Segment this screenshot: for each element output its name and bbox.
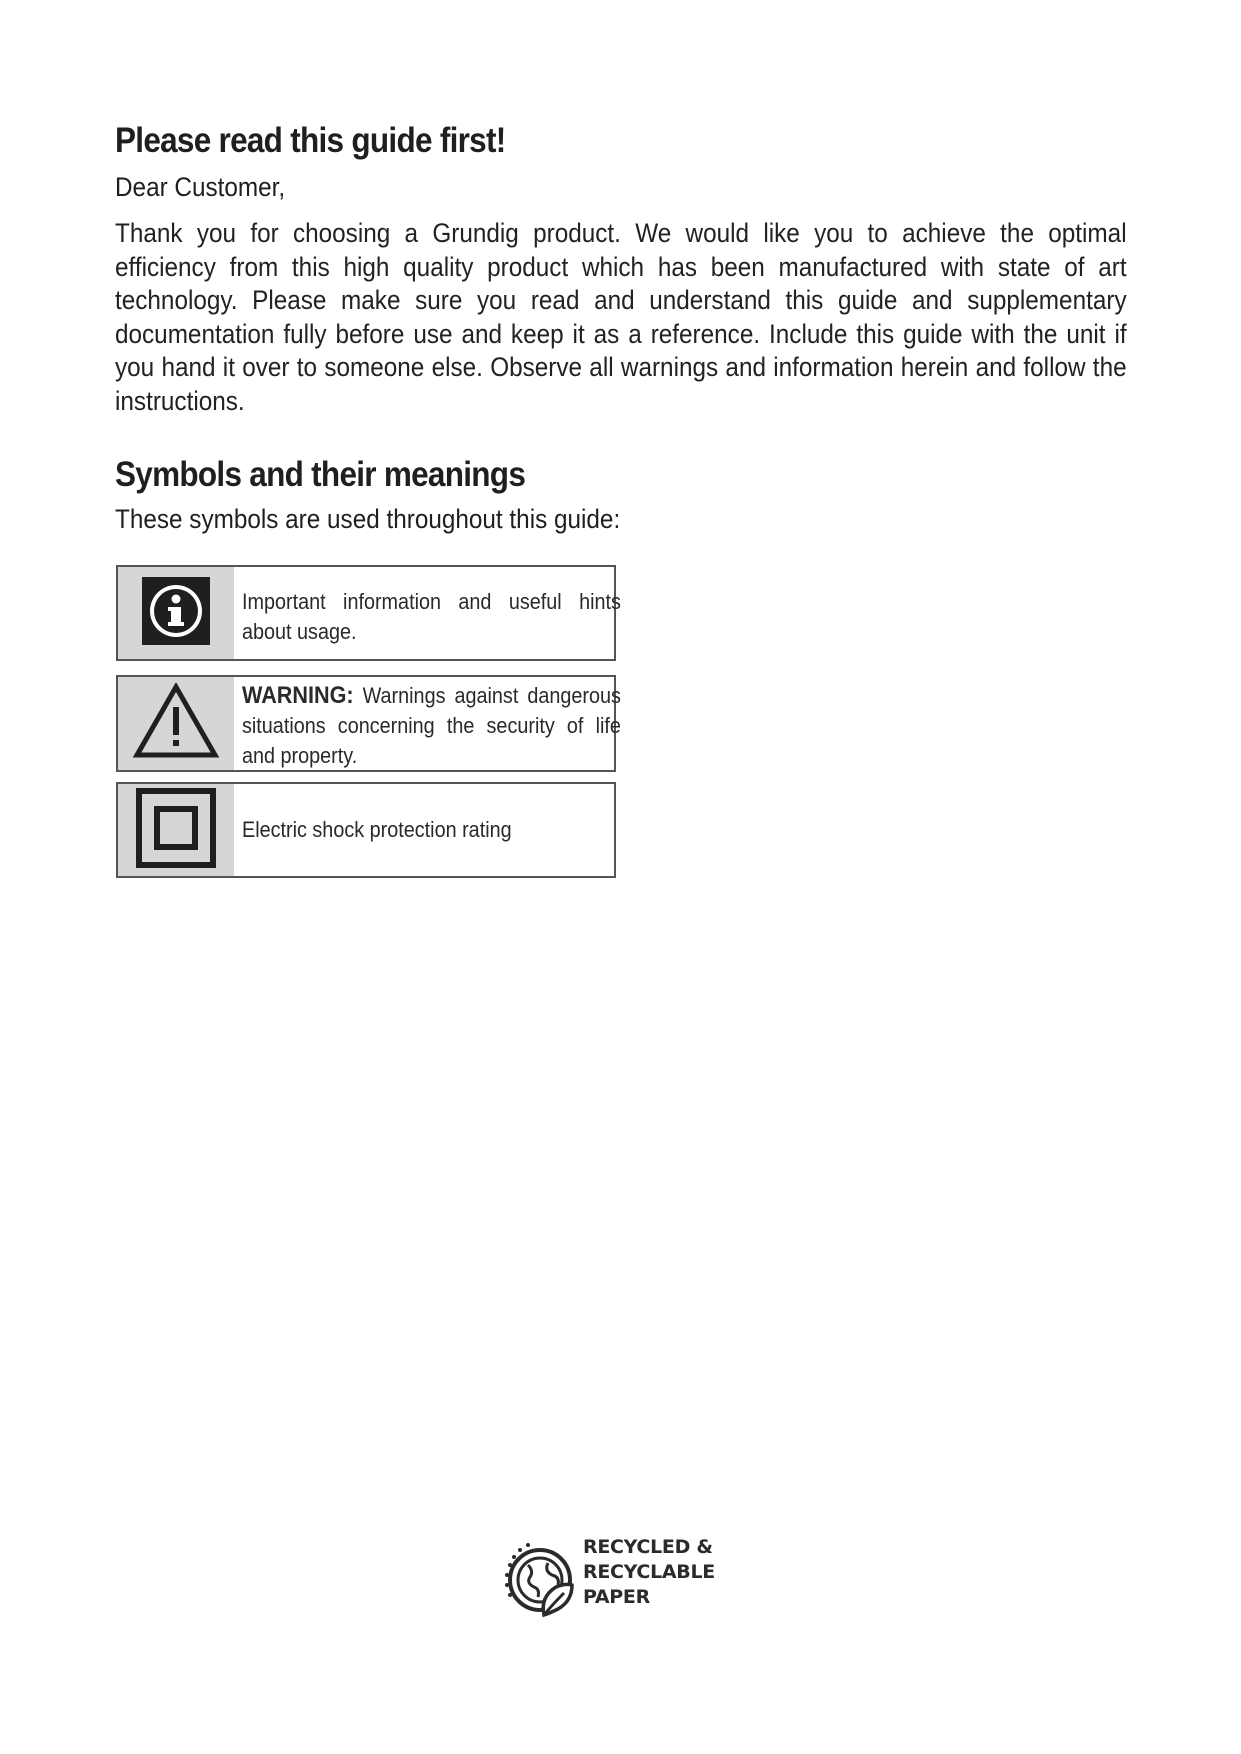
symbol-description (234, 567, 671, 659)
symbol-text-warning: Warnings against dangerous situations concerning the security of life and property. (242, 683, 621, 768)
symbol-text-insulation: Electric shock protection rating (242, 817, 512, 842)
intro-paragraph: Thank you for choosing a Grundig product. We would like you to achieve the optimal efficiency from this high quality product which has been manufactured with state of art technology. Please make sure you read and understand this guide and supplementary documentation fully before use and keep it as a reference. Include this guide with the unit if you hand it over to someone else. Observe all warnings and information herein and follow the instructions. (115, 218, 1127, 416)
symbol-row-warning (116, 675, 621, 772)
salutation: Dear Customer, (115, 172, 286, 202)
intro-section (115, 120, 1127, 537)
page-title: Please read this guide first! (115, 121, 506, 160)
double-insulation-icon (136, 788, 216, 873)
symbol-description (234, 677, 671, 770)
recycled-globe-leaf-icon (498, 1535, 578, 1630)
info-icon (142, 577, 210, 650)
recycled-paper-label (583, 1535, 715, 1610)
symbols-lead: These symbols are used throughout this guide: (115, 504, 621, 535)
recycle-line-3: PAPER (583, 1586, 650, 1608)
symbol-text-info: Important information and useful hints about usage. (242, 589, 621, 644)
warning-label: WARNING: (242, 682, 354, 709)
symbol-row-insulation (116, 782, 616, 878)
symbol-description (234, 784, 671, 876)
symbol-row-info (116, 565, 621, 661)
symbol-cell (118, 784, 234, 876)
warning-triangle-icon (133, 683, 219, 764)
symbols-heading: Symbols and their meanings (115, 455, 526, 495)
recycle-line-1: RECYCLED & (583, 1536, 713, 1558)
symbol-cell (118, 677, 234, 770)
recycled-paper-badge (498, 1535, 748, 1625)
recycle-line-2: RECYCLABLE (583, 1561, 715, 1583)
symbol-cell (118, 567, 234, 659)
